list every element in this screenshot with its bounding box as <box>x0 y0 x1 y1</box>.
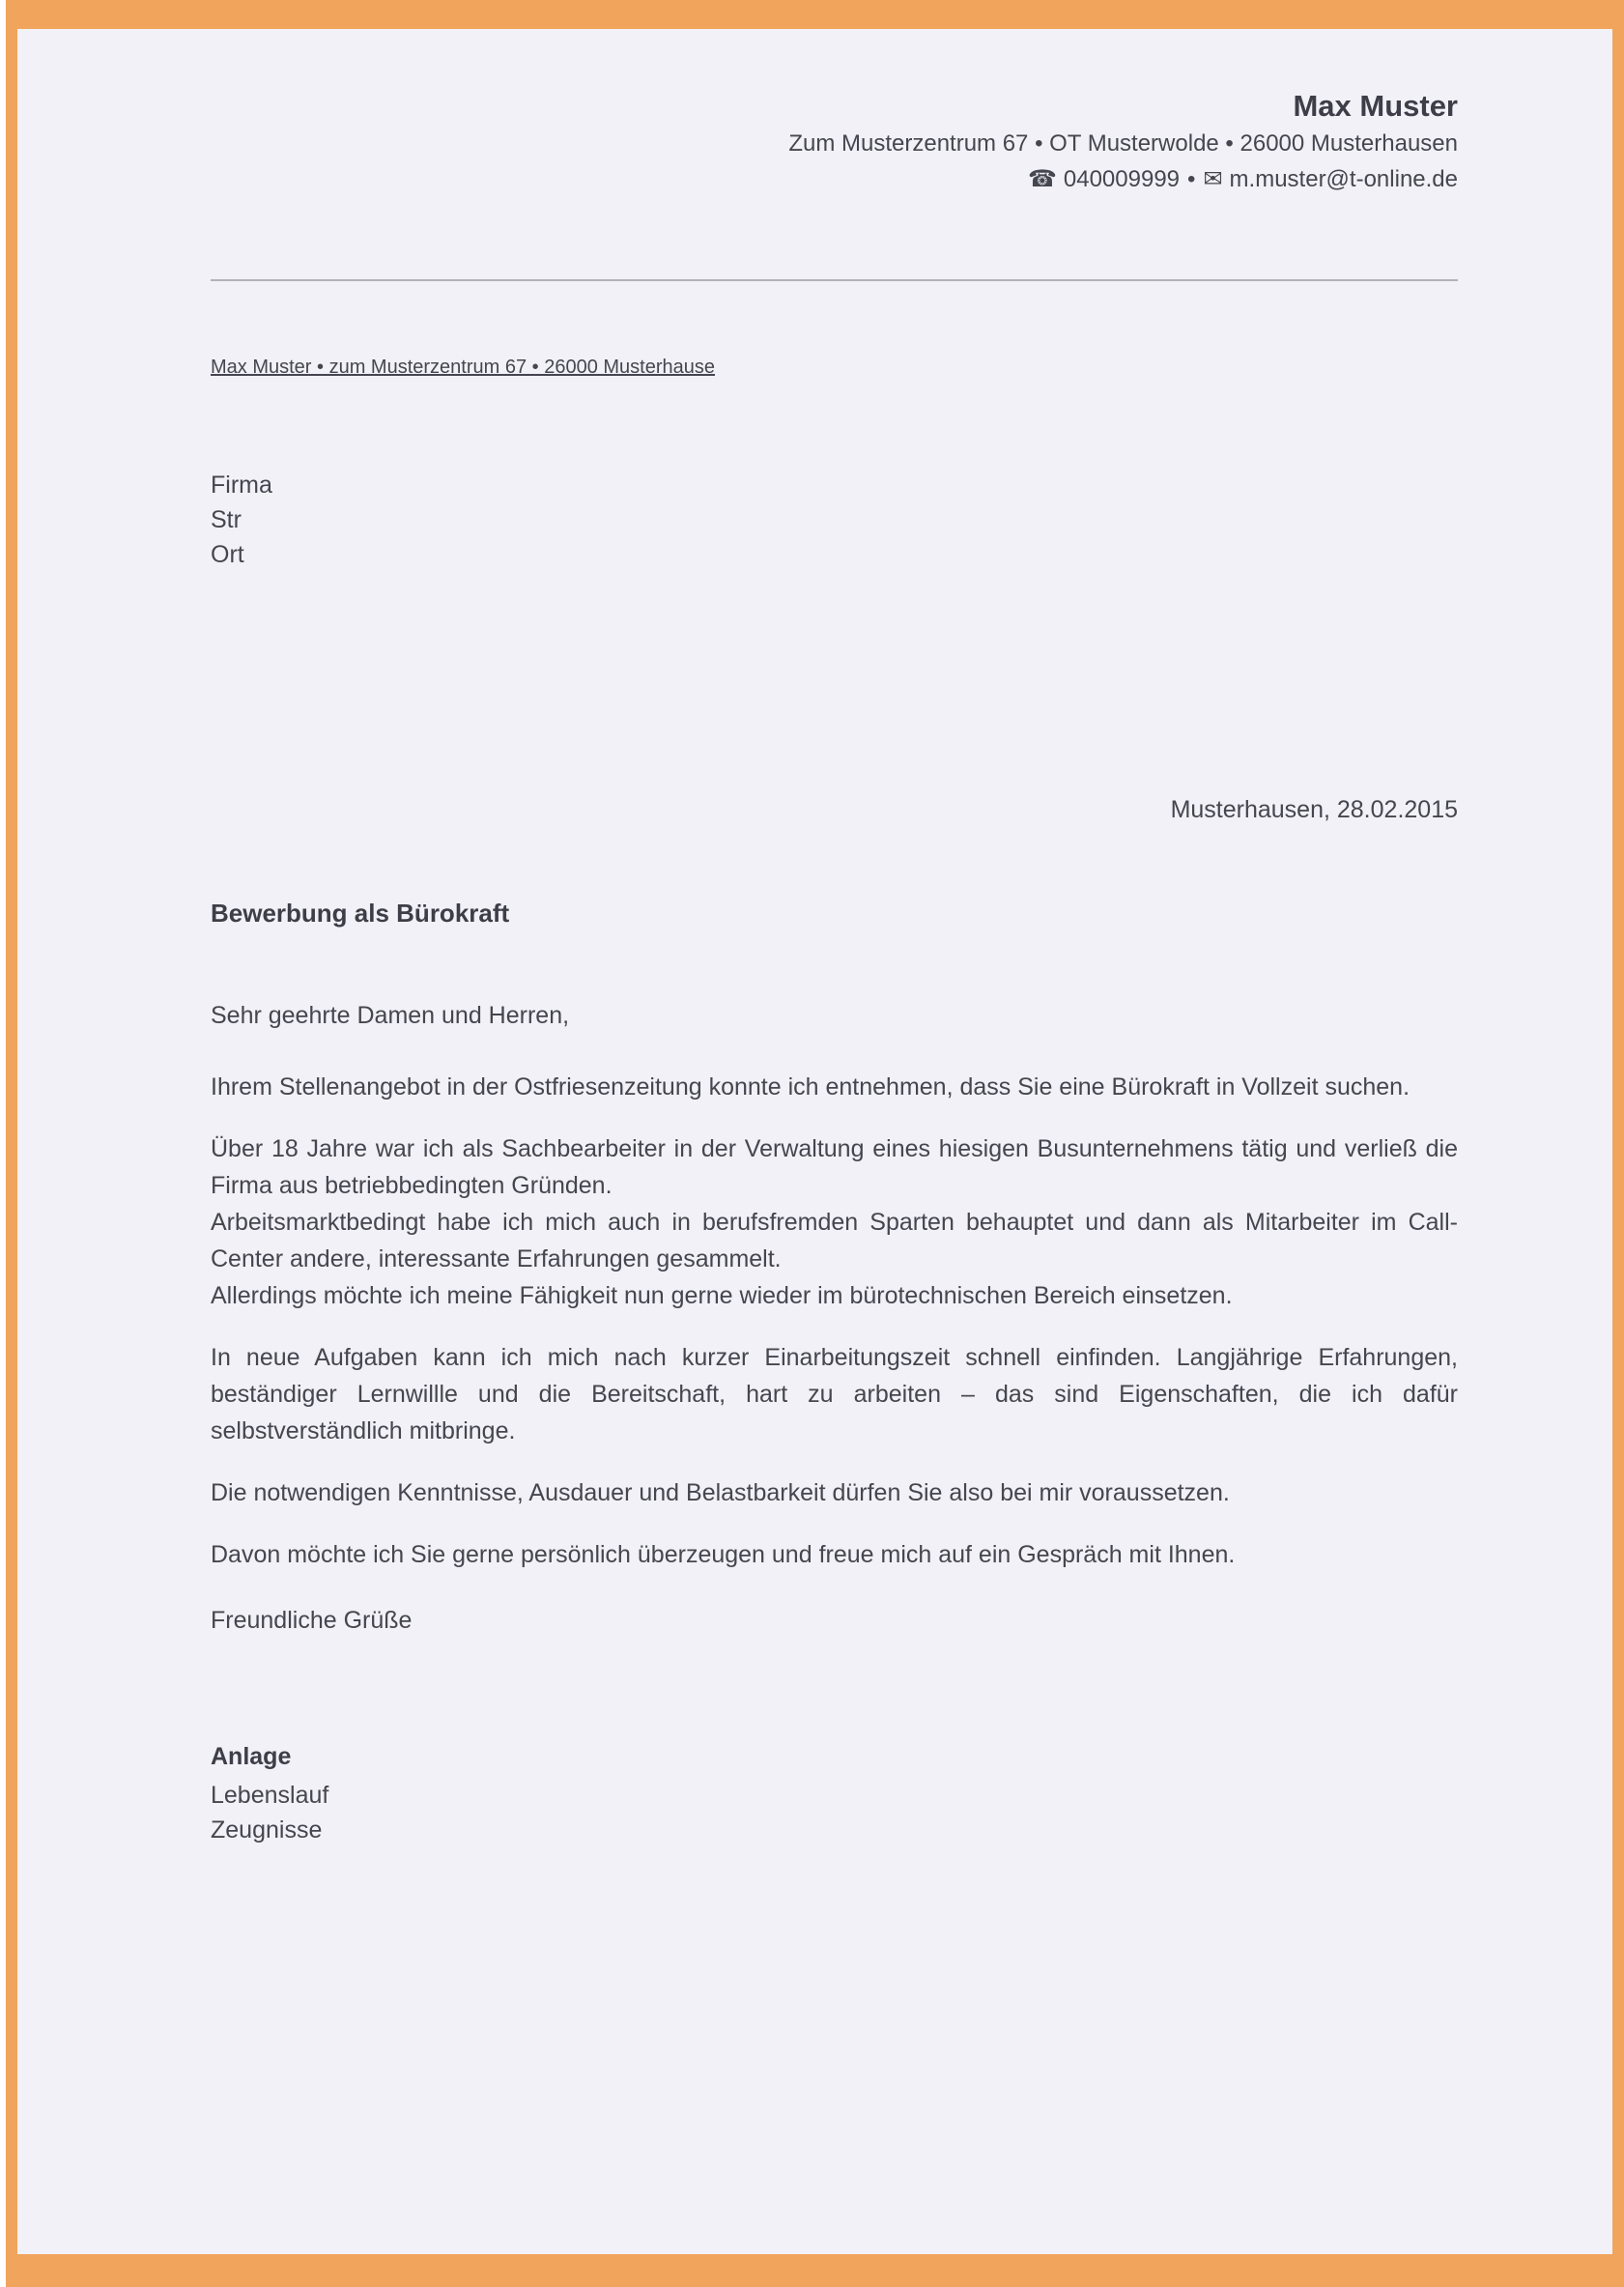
phone-number: 040009999 <box>1063 166 1181 192</box>
sender-contact-line <box>211 161 1458 197</box>
recipient-line-company: Firma <box>211 472 272 499</box>
closing-phrase: Freundliche Grüße <box>211 1607 413 1634</box>
date-line: Musterhausen, 28.02.2015 <box>1170 796 1458 823</box>
enclosure-item-cv: Lebenslauf <box>211 1782 329 1809</box>
paragraph-2 <box>211 1130 1458 1314</box>
sender-name: Max Muster <box>1293 89 1458 123</box>
paragraph-5 <box>211 1536 1458 1573</box>
recipient-line-street: Str <box>211 506 242 533</box>
recipient-block <box>211 468 1458 572</box>
paragraph-1 <box>211 1069 1458 1105</box>
paragraph-line: Ihrem Stellenangebot in der Ostfriesenzeitung konnte ich entnehmen, dass Sie eine Bürokraft in Vollzeit suchen. <box>211 1073 1410 1101</box>
paragraph-line: Allerdings möchte ich meine Fähigkeit nun gerne wieder im bürotechnischen Bereich einsetzen. <box>211 1282 1233 1309</box>
paragraph-3 <box>211 1339 1458 1449</box>
salutation: Sehr geehrte Damen und Herren, <box>211 1002 570 1029</box>
paragraph-line: In neue Aufgaben kann ich mich nach kurzer Einarbeitungszeit schnell einfinden. Langjährige Erfahrungen, beständiger Lernwillle und die Bereitschaft, hart zu arbeiten – das sind Eigenschaften, die ich dafür selbstverständlich mitbringe. <box>211 1344 1458 1444</box>
return-address-line: Max Muster • zum Musterzentrum 67 • 26000 Musterhause <box>211 357 715 378</box>
enclosure-item-certificates: Zeugnisse <box>211 1816 323 1844</box>
enclosure-block <box>211 1739 1458 1847</box>
letter-content <box>17 29 1612 1847</box>
paragraph-4 <box>211 1474 1458 1511</box>
recipient-line-city: Ort <box>211 541 244 568</box>
paragraph-line: Davon möchte ich Sie gerne persönlich überzeugen und freue mich auf ein Gespräch mit Ihnen. <box>211 1541 1236 1568</box>
email-icon: ✉ <box>1203 166 1223 192</box>
email-address: m.muster@t-online.de <box>1229 166 1458 192</box>
paragraph-line: Arbeitsmarktbedingt habe ich mich auch in berufsfremden Sparten behauptet und dann als Mitarbeiter im Call-Center andere, interessante Erfahrungen gesammelt. <box>211 1209 1458 1272</box>
paragraph-line: Die notwendigen Kenntnisse, Ausdauer und Belastbarkeit dürfen Sie also bei mir voraussetzen. <box>211 1479 1230 1506</box>
sender-header <box>211 87 1458 197</box>
header-divider <box>211 279 1458 281</box>
sender-address-line: Zum Musterzentrum 67 • OT Musterwolde • 26000 Musterhausen <box>788 130 1458 157</box>
subject-line: Bewerbung als Bürokraft <box>211 899 510 928</box>
page-frame <box>6 0 1624 2287</box>
phone-icon: ☎ <box>1027 166 1057 192</box>
paragraph-line: Über 18 Jahre war ich als Sachbearbeiter in der Verwaltung eines hiesigen Busunternehmens tätig und verließ die Firma aus betriebbedingten Gründen. <box>211 1135 1458 1199</box>
enclosure-title: Anlage <box>211 1743 292 1770</box>
bullet-separator: • <box>1187 166 1196 192</box>
